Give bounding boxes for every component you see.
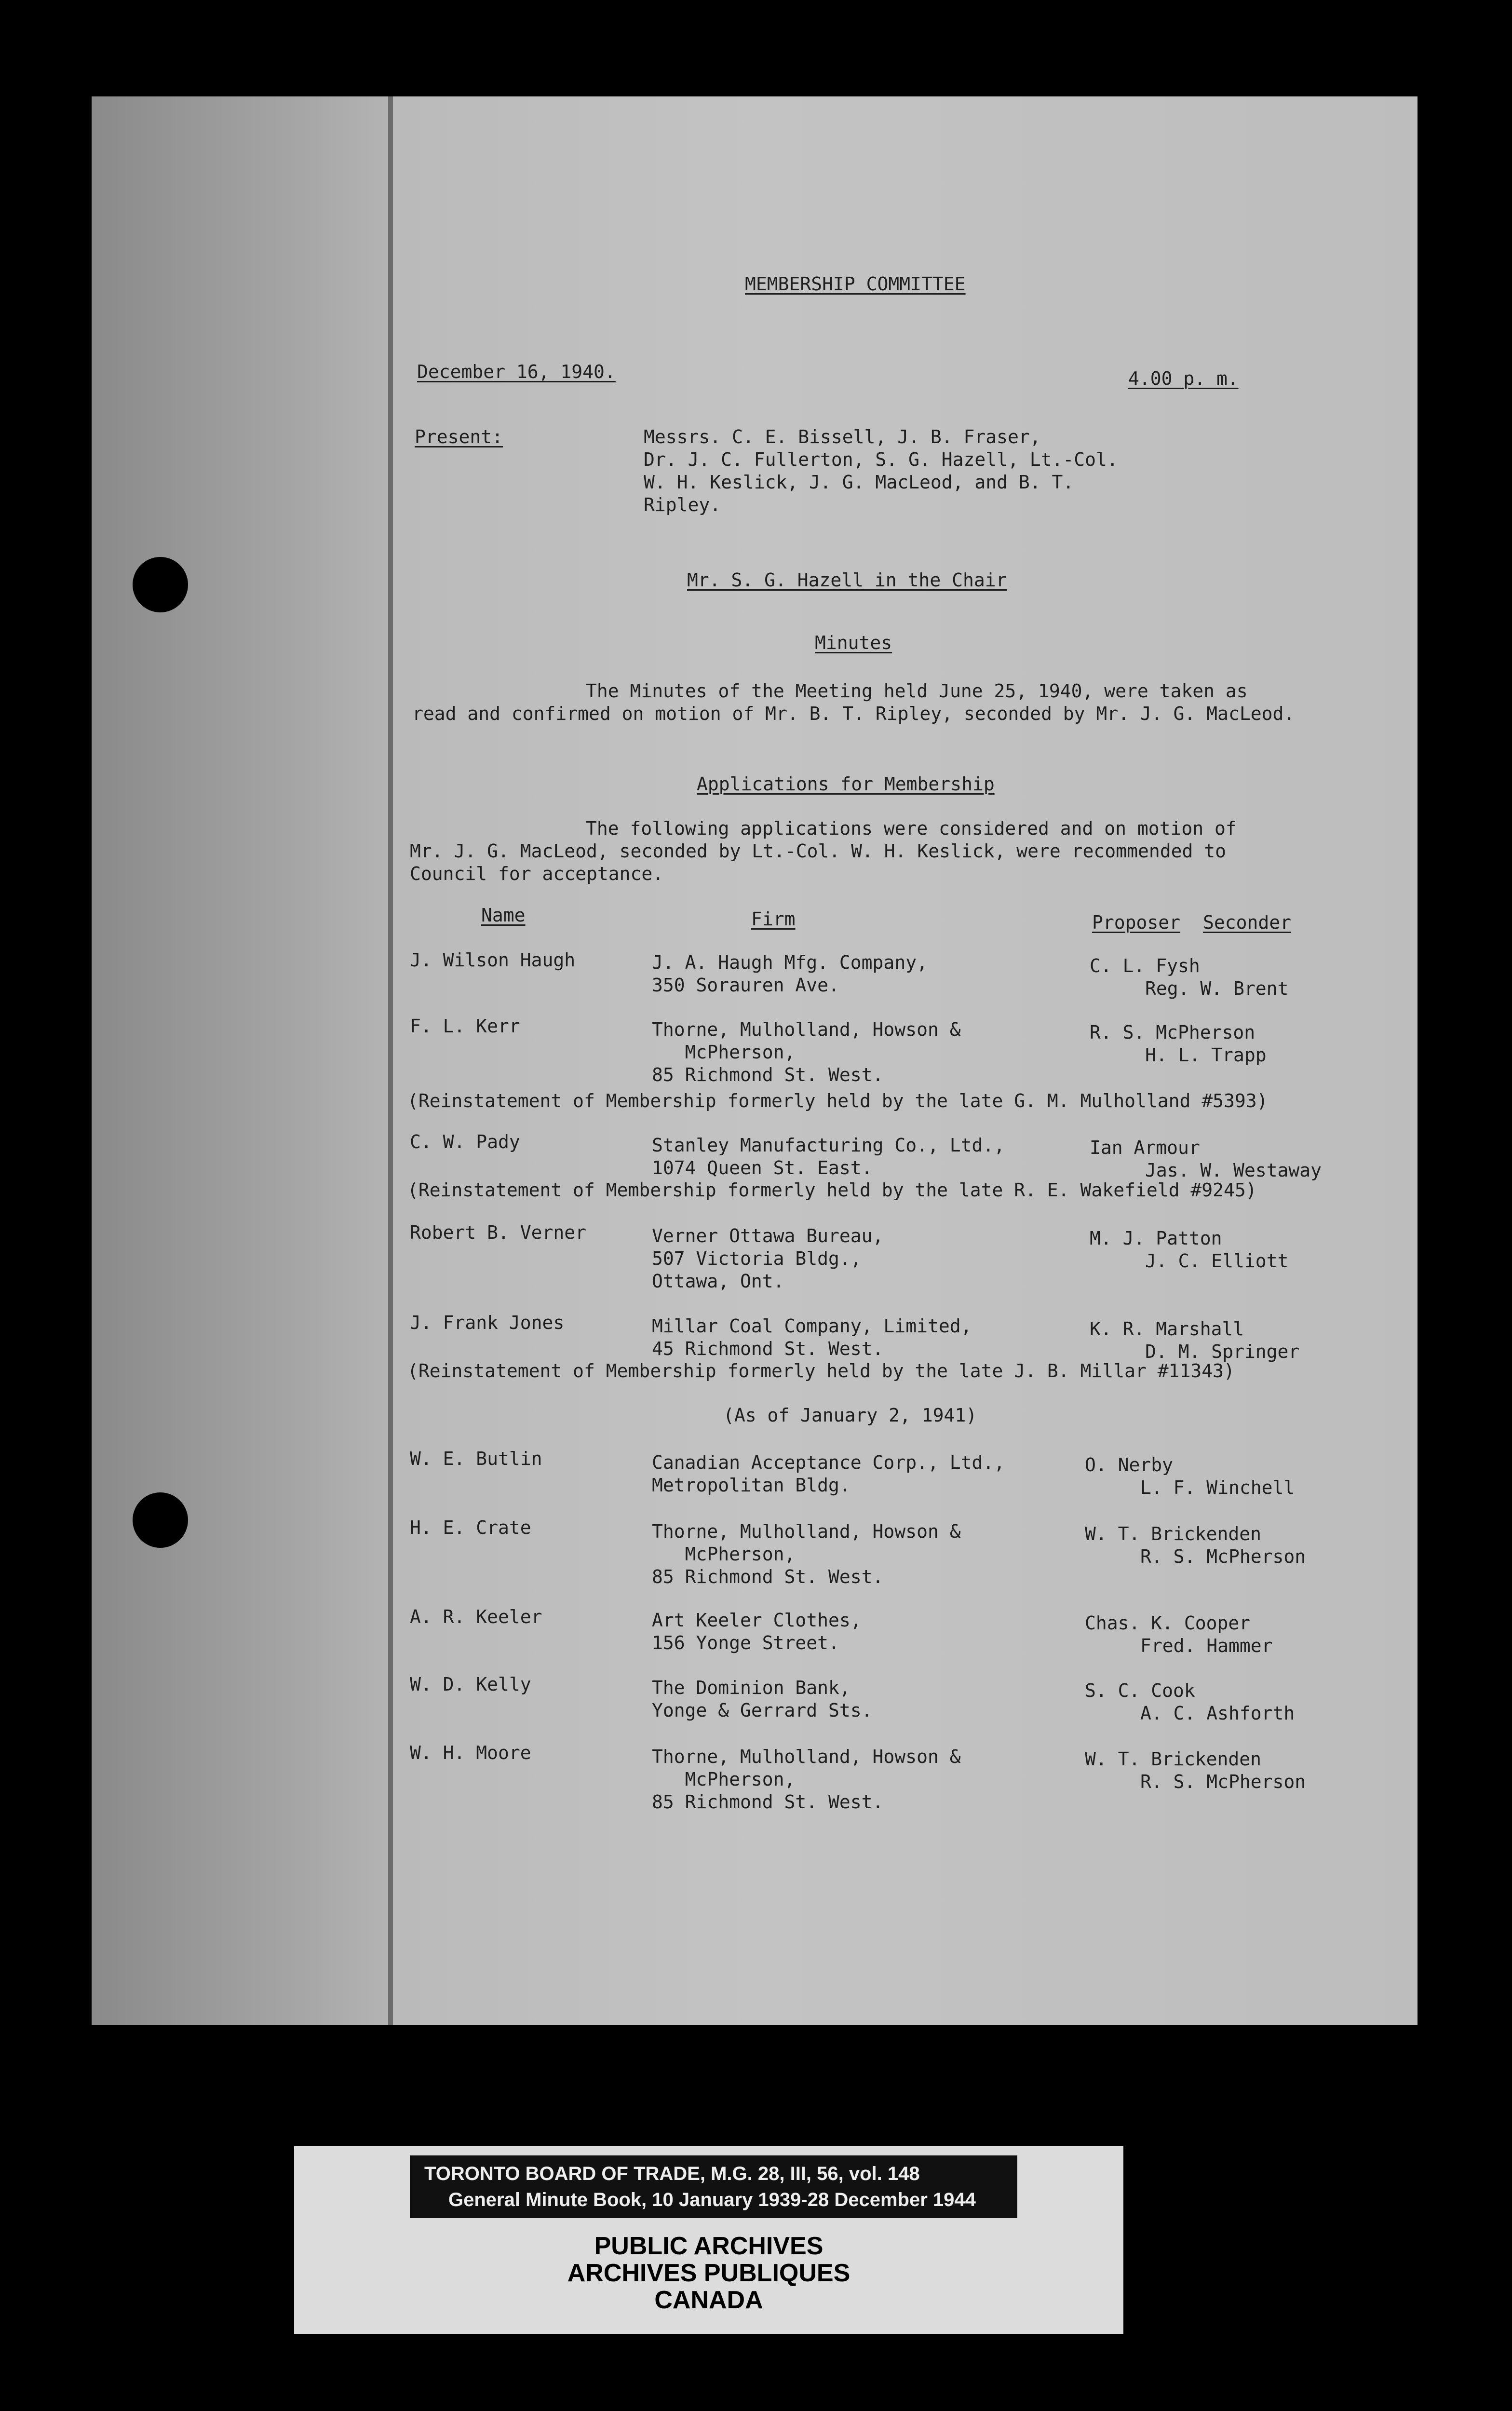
entry-firm-line: Verner Ottawa Bureau, bbox=[652, 1225, 884, 1246]
entry-proposer: W. T. Brickenden bbox=[1085, 1748, 1262, 1770]
column-header-proposer: Proposer bbox=[1092, 912, 1181, 933]
as-of-date: (As of January 2, 1941) bbox=[723, 1405, 977, 1426]
entry-firm-line: McPherson, bbox=[652, 1769, 796, 1790]
entry-firm-line: Millar Coal Company, Limited, bbox=[652, 1315, 972, 1337]
entry-firm-line: Ottawa, Ont. bbox=[652, 1271, 784, 1292]
page-shadow-strip bbox=[92, 96, 391, 2025]
entry-firm-line: 156 Yonge Street. bbox=[652, 1632, 839, 1653]
applications-heading: Applications for Membership bbox=[697, 773, 995, 795]
entry-firm-line: 1074 Queen St. East. bbox=[652, 1157, 873, 1178]
entry-firm-line: McPherson, bbox=[652, 1544, 796, 1565]
entry-firm-line: Thorne, Mulholland, Howson & bbox=[652, 1019, 961, 1040]
entry-note: (Reinstatement of Membership formerly held by the late J. B. Millar #11343) bbox=[407, 1360, 1235, 1382]
column-header-name: Name bbox=[481, 905, 526, 926]
entry-firm-line: Yonge & Gerrard Sts. bbox=[652, 1700, 873, 1721]
entry-name: W. H. Moore bbox=[410, 1742, 531, 1763]
entry-name: Robert B. Verner bbox=[410, 1222, 587, 1243]
entry-proposer: R. S. McPherson bbox=[1090, 1022, 1256, 1043]
entry-name: W. E. Butlin bbox=[410, 1448, 542, 1469]
present-line: W. H. Keslick, J. G. MacLeod, and B. T. bbox=[644, 472, 1074, 493]
minutes-text-line: The Minutes of the Meeting held June 25, 1940, were taken as bbox=[586, 680, 1248, 702]
archive-label bbox=[294, 2146, 1123, 2334]
entry-proposer: O. Nerby bbox=[1085, 1454, 1174, 1476]
public-archives-stamp-line: CANADA bbox=[654, 2286, 763, 2314]
archive-reference-line: General Minute Book, 10 January 1939-28 December 1944 bbox=[448, 2189, 976, 2210]
entry-note: (Reinstatement of Membership formerly held by the late R. E. Wakefield #9245) bbox=[407, 1179, 1257, 1201]
entry-firm-line: 507 Victoria Bldg., bbox=[652, 1248, 862, 1269]
entry-seconder: D. M. Springer bbox=[1145, 1341, 1300, 1362]
meeting-time: 4.00 p. m. bbox=[1128, 368, 1239, 389]
entry-name: A. R. Keeler bbox=[410, 1606, 542, 1627]
entry-proposer: Chas. K. Cooper bbox=[1085, 1612, 1251, 1634]
entry-proposer: C. L. Fysh bbox=[1090, 955, 1200, 976]
entry-proposer: M. J. Patton bbox=[1090, 1228, 1222, 1249]
entry-name: C. W. Pady bbox=[410, 1131, 520, 1152]
public-archives-stamp-line: ARCHIVES PUBLIQUES bbox=[567, 2259, 850, 2287]
entry-name: H. E. Crate bbox=[410, 1517, 531, 1538]
entry-firm-line: 350 Sorauren Ave. bbox=[652, 975, 839, 996]
entry-firm-line: Stanley Manufacturing Co., Ltd., bbox=[652, 1135, 1005, 1156]
entry-firm-line: Art Keeler Clothes, bbox=[652, 1610, 862, 1631]
entry-firm-line: Metropolitan Bldg. bbox=[652, 1475, 850, 1496]
present-line: Ripley. bbox=[644, 494, 721, 515]
entry-proposer: K. R. Marshall bbox=[1090, 1318, 1244, 1340]
entry-firm-line: Thorne, Mulholland, Howson & bbox=[652, 1746, 961, 1767]
entry-firm-line: Thorne, Mulholland, Howson & bbox=[652, 1521, 961, 1542]
applications-text-line: Council for acceptance. bbox=[410, 863, 664, 884]
entry-name: J. Wilson Haugh bbox=[410, 949, 576, 971]
entry-seconder: Reg. W. Brent bbox=[1145, 978, 1289, 999]
meeting-date: December 16, 1940. bbox=[417, 361, 616, 382]
present-label: Present: bbox=[415, 426, 503, 447]
entry-firm-line: 85 Richmond St. West. bbox=[652, 1566, 884, 1587]
entry-note: (Reinstatement of Membership formerly held by the late G. M. Mulholland #5393) bbox=[407, 1090, 1268, 1111]
present-line: Messrs. C. E. Bissell, J. B. Fraser, bbox=[644, 426, 1041, 447]
chair-heading: Mr. S. G. Hazell in the Chair bbox=[687, 569, 1007, 591]
entry-name: F. L. Kerr bbox=[410, 1016, 520, 1037]
entry-firm-line: Canadian Acceptance Corp., Ltd., bbox=[652, 1452, 1005, 1473]
applications-text-line: The following applications were considered and on motion of bbox=[586, 818, 1237, 839]
entry-proposer: W. T. Brickenden bbox=[1085, 1523, 1262, 1544]
entry-name: J. Frank Jones bbox=[410, 1312, 565, 1333]
binding-fold-line bbox=[388, 96, 393, 2025]
entry-seconder: J. C. Elliott bbox=[1145, 1250, 1289, 1272]
archive-reference-line: TORONTO BOARD OF TRADE, M.G. 28, III, 56, vol. 148 bbox=[424, 2163, 920, 2184]
punch-hole-bottom bbox=[133, 1492, 188, 1548]
entry-proposer: S. C. Cook bbox=[1085, 1680, 1195, 1701]
public-archives-stamp-line: PUBLIC ARCHIVES bbox=[594, 2232, 824, 2260]
entry-firm-line: 85 Richmond St. West. bbox=[652, 1791, 884, 1813]
entry-firm-line: McPherson, bbox=[652, 1042, 796, 1063]
entry-seconder: R. S. McPherson bbox=[1140, 1546, 1306, 1567]
entry-seconder: Fred. Hammer bbox=[1140, 1635, 1273, 1656]
present-line: Dr. J. C. Fullerton, S. G. Hazell, Lt.-Col. bbox=[644, 449, 1118, 470]
applications-text-line: Mr. J. G. MacLeod, seconded by Lt.-Col. W. H. Keslick, were recommended to bbox=[410, 840, 1226, 862]
archive-reference-band bbox=[410, 2155, 1017, 2218]
entry-seconder: A. C. Ashforth bbox=[1140, 1703, 1295, 1724]
minutes-text-line: read and confirmed on motion of Mr. B. T. Ripley, seconded by Mr. J. G. MacLeod. bbox=[412, 703, 1295, 724]
entry-seconder: H. L. Trapp bbox=[1145, 1044, 1267, 1066]
entry-name: W. D. Kelly bbox=[410, 1674, 531, 1695]
column-header-seconder: Seconder bbox=[1203, 912, 1292, 933]
punch-hole-top bbox=[133, 557, 188, 612]
entry-seconder: L. F. Winchell bbox=[1140, 1477, 1295, 1498]
column-header-firm: Firm bbox=[751, 908, 796, 930]
page-title: MEMBERSHIP COMMITTEE bbox=[745, 273, 966, 295]
document-page bbox=[92, 96, 1418, 2025]
entry-seconder: Jas. W. Westaway bbox=[1145, 1160, 1322, 1181]
entry-firm-line: 45 Richmond St. West. bbox=[652, 1338, 884, 1359]
entry-seconder: R. S. McPherson bbox=[1140, 1771, 1306, 1792]
minutes-heading: Minutes bbox=[815, 632, 892, 653]
entry-proposer: Ian Armour bbox=[1090, 1137, 1200, 1158]
entry-firm-line: The Dominion Bank, bbox=[652, 1677, 850, 1698]
entry-firm-line: J. A. Haugh Mfg. Company, bbox=[652, 952, 928, 973]
entry-firm-line: 85 Richmond St. West. bbox=[652, 1064, 884, 1085]
